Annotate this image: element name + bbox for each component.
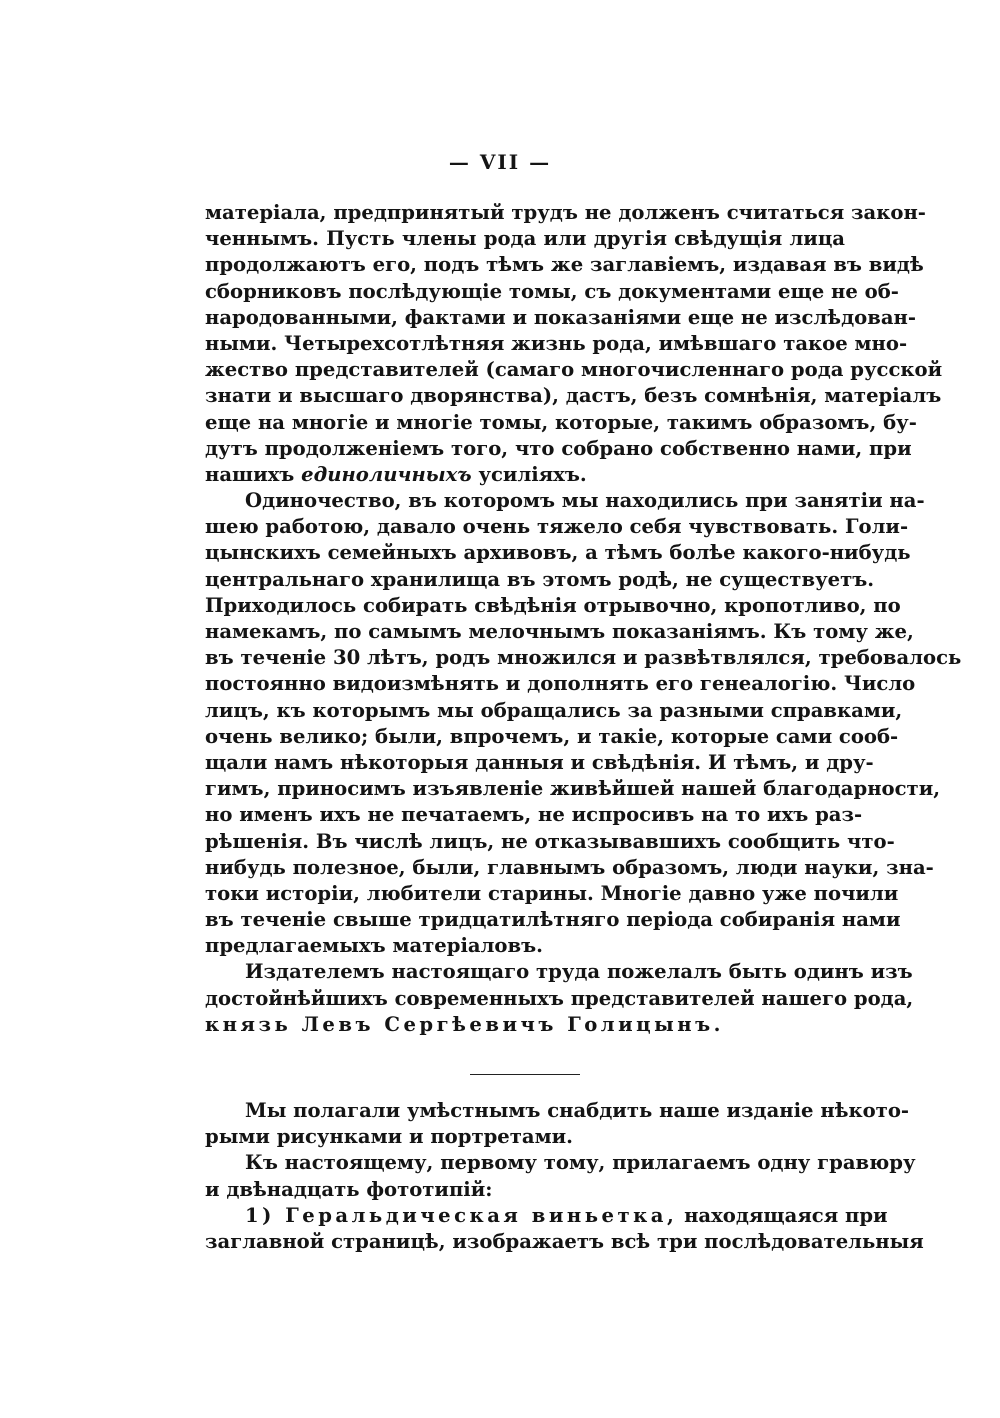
text-line: намекамъ, по самымъ мелочнымъ показаніямъ. Къ тому же, [205, 620, 914, 643]
text-line: предлагаемыхъ матеріаловъ. [205, 934, 543, 958]
main-text-block [205, 200, 962, 1038]
text-line: рѣшенія. Въ числѣ лицъ, не отказывавшихъ сообщить что- [205, 829, 895, 853]
text-line: сборниковъ послѣдующіе томы, съ документами еще не об- [205, 279, 899, 303]
text-line: рыми рисунками и портретами. [205, 1125, 573, 1149]
text-line: Издателемъ настоящаго труда пожелалъ быть одинъ изъ [245, 960, 913, 984]
text-line: центральнаго хранилища въ этомъ родѣ, не существуетъ. [205, 567, 875, 591]
text-line: Къ настоящему, первому тому, прилагаемъ одну гравюру [245, 1151, 916, 1175]
text-line: постоянно видоизмѣнять и дополнять его генеалогію. Число [205, 672, 916, 696]
text-line: дутъ продолженіемъ того, что собрано собственно нами, при [205, 436, 912, 460]
text-line: достойнѣйшихъ современныхъ представителей нашего рода, [205, 986, 914, 1010]
text-line: ными. Четырехсотлѣтняя жизнь рода, имѣвшаго такое мно- [205, 331, 908, 355]
text-line: еще на многіе и многіе томы, которые, такимъ образомъ, бу- [205, 410, 917, 434]
publisher-name: князь Левъ Сергѣевичъ Голицынъ. [205, 1012, 724, 1036]
text-line: лицъ, къ которымъ мы обращались за разными справками, [205, 698, 903, 722]
text-line: заглавной страницѣ, изображаетъ всѣ три послѣдовательныя [205, 1229, 924, 1253]
text-line: въ теченіе свыше тридцатилѣтняго періода собиранія нами [205, 908, 901, 932]
text-line [205, 462, 845, 488]
section-divider [470, 1074, 580, 1075]
emphasis-word: единоличныхъ [301, 462, 472, 486]
text-line: въ теченіе 30 лѣтъ, родъ множился и развѣтвлялся, требовалось [205, 646, 962, 670]
text-line: народованными, фактами и показаніями еще не изслѣдован- [205, 305, 916, 329]
text-line: матеріала, предпринятый трудъ не долженъ считаться закон- [205, 201, 926, 224]
text-line: токи исторіи, любители старины. Многіе давно уже почили [205, 881, 899, 905]
text-fragment: нашихъ [205, 462, 295, 486]
text-line: продолжаютъ его, подъ тѣмъ же заглавіемъ, издавая въ видѣ [205, 253, 924, 277]
text-line: жество представителей (самаго многочисленнаго рода русской [205, 358, 943, 382]
text-line: щали намъ нѣкоторыя данныя и свѣдѣнія. И тѣмъ, и дру- [205, 750, 874, 774]
text-line: Одиночество, въ которомъ мы находились при занятіи на- [245, 489, 925, 513]
text-line: очень велико; были, впрочемъ, и такіе, которые сами сооб- [205, 724, 899, 748]
page-number: — VII — [448, 150, 552, 174]
list-item-label: 1) Геральдическая виньетка, [245, 1203, 678, 1227]
text-fragment: находящаяся при [684, 1203, 888, 1227]
text-line: и двѣнадцать фототипій: [205, 1177, 493, 1201]
text-line: Приходилось собирать свѣдѣнія отрывочно, кропотливо, по [205, 593, 901, 617]
text-line: ченнымъ. Пусть члены рода или другія свѣдущія лица [205, 227, 845, 251]
text-fragment: усиліяхъ. [478, 462, 587, 486]
text-line: Мы полагали умѣстнымъ снабдить наше изданіе нѣкото- [245, 1099, 910, 1122]
text-line: нибудь полезное, были, главнымъ образомъ, люди науки, зна- [205, 855, 934, 879]
text-line: цынскихъ семейныхъ архивовъ, а тѣмъ болѣе какого-нибудь [205, 541, 911, 565]
text-line: знати и высшаго дворянства), дастъ, безъ сомнѣнія, матеріалъ [205, 384, 942, 408]
illustrations-text-block [205, 1098, 924, 1255]
text-line: гимъ, приносимъ изъявленіе живѣйшей нашей благодарности, [205, 777, 941, 801]
text-line: шею работою, давало очень тяжело себя чувствовать. Голи- [205, 515, 909, 539]
list-item [205, 1203, 888, 1229]
text-line: но именъ ихъ не печатаемъ, не испросивъ на то ихъ раз- [205, 803, 863, 827]
